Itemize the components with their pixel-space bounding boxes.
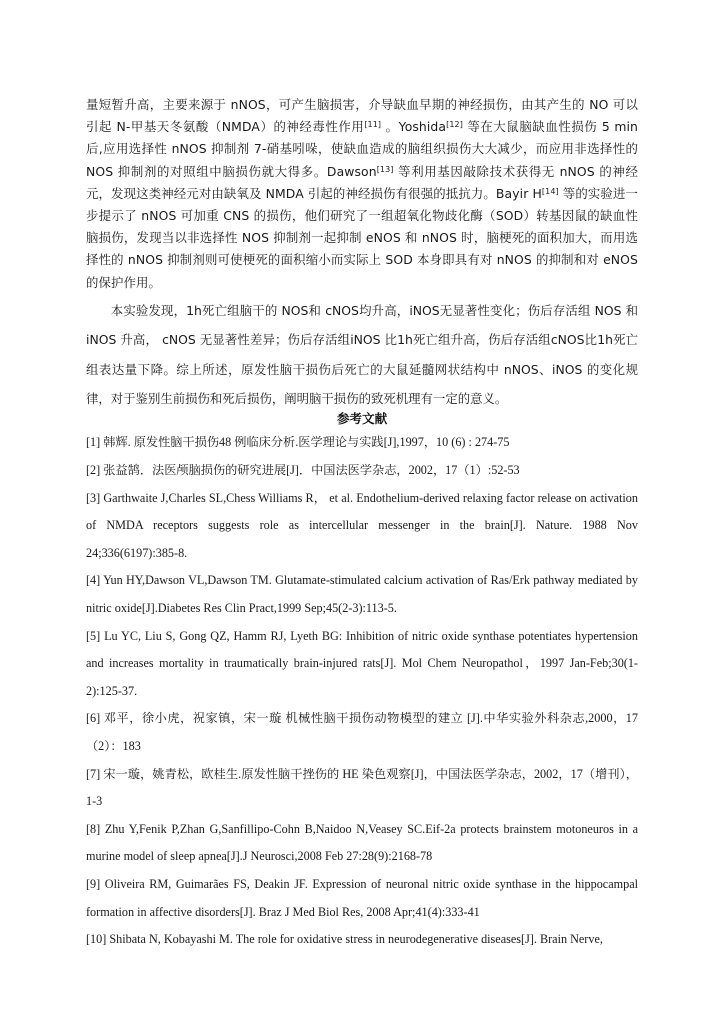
paragraph-text: 等在大鼠脑缺血性损伤 5 min 后,应用选择性 nNOS 抑制剂 7-硝基吲哚，使缺血造成的脑组织损伤大大减少，而应用非选择性的 NOS 抑制剂的对照组中脑损伤就大得多。Dawson [86, 119, 638, 179]
paragraph-text: 等的实验进一步提示了 nNOS 可加重 CNS 的损伤，他们研究了一组超氧化物歧化酶（SOD）转基因鼠的缺血性脑损伤，发现当以非选择性 NOS 抑制剂一起抑制 eNOS 和 nNOS 时，脑梗死的面积加大，而用选择性的 nNOS 抑制剂则可使梗死的面积缩小而实际上 SOD 本身即具有对 nNOS 的抑制和对 eNOS 的保护作用。 [86, 185, 639, 290]
text-column [86, 94, 638, 954]
reference-item: [5] Lu YC, Liu S, Gong QZ, Hamm RJ, Lyeth BG: Inhibition of nitric oxide synthase potentiates hypertension and increases mortality in traumatically brain-injured rats[J]. Mol Chem Neuropathol，1997 Jan-Feb;30(1-2):125-37. [86, 628, 638, 698]
reference-item: [6] 邓平，徐小虎，祝家镇，宋一璇 机械性脑干损伤动物模型的建立 [J].中华实验外科杂志,2000，17（2）：183 [86, 711, 638, 753]
citation-11: [11] [364, 120, 382, 130]
references-heading: 参考文献 [336, 411, 388, 427]
body-paragraph-conclusion: 本实验发现，1h死亡组脑干的 NOS和 cNOS均升高，iNOS无显著性变化；伤后存活组 NOS 和 iNOS 升高， cNOS 无显著性差异；伤后存活组iNOS 比1h死亡组升高，伤后存活组cNOS比1h死亡组表达量下降。综上所述，原发性脑干损伤后死亡的大鼠延髓网状结构中 nNOS、iNOS 的变化规律，对于鉴别生前损伤和死后损伤，阐明脑干损伤的致死机理有一定的意义。 [86, 302, 638, 407]
reference-list [86, 429, 638, 953]
citation-12: [12] [446, 120, 463, 130]
paragraph-text: 量短暂升高，主要来源于 nNOS，可产生脑损害，介导缺血早期的神经损伤，由其产生的 NO 可以引起 N-甲基天冬氨酸（NMDA）的神经毒性作用 [86, 97, 638, 135]
reference-item: [8] Zhu Y,Fenik P,Zhan G,Sanfillipo-Cohn B,Naidoo N,Veasey SC.Eif-2a protects brainstem motoneuros in a murine model of sleep apnea[J].J Neurosci,2008 Feb 27:28(9):2168-78 [86, 821, 638, 864]
reference-item: [2] 张益鹄．法医颅脑损伤的研究进展[J]．中国法医学杂志，2002，17（1）:52-53 [86, 463, 520, 478]
citation-14: [14] [541, 186, 559, 196]
reference-item: [1] 韩辉. 原发性脑干损伤48 例临床分析.医学理论与实践[J],1997，10 (6) : 274-75 [86, 435, 510, 450]
reference-item: [7] 宋一璇，姚青松，欧桂生.原发性脑干挫伤的 HE 染色观察[J]，中国法医学杂志，2002，17（增刊），1-3 [86, 766, 638, 809]
reference-item: [9] Oliveira RM, Guimarães FS, Deakin JF. Expression of neuronal nitric oxide synthase in the hippocampal formation in affective disorders[J]. Braz J Med Biol Res, 2008 Apr;41(4):333-41 [86, 876, 638, 919]
paragraph-text: 。Yoshida [381, 119, 447, 135]
citation-13: [13] [376, 164, 394, 174]
reference-item: [4] Yun HY,Dawson VL,Dawson TM. Glutamate-stimulated calcium activation of Ras/Erk pathway mediated by nitric oxide[J].Diabetes Res Clin Pract,1999 Sep;45(2-3):113-5. [86, 573, 638, 616]
reference-item: [3] Garthwaite J,Charles SL,Chess Williams R， et al. Endothelium-derived relaxing factor release on activation of NMDA receptors suggests role as intercellular messenger in the brain[J]. Nature. 1988 Nov 24;336(6197):385-8. [86, 490, 638, 560]
paragraph-text: 等利用基因敲除技术获得无 nNOS 的神经元，发现这类神经元对由缺氧及 NMDA 引起的神经损伤有很强的抵抗力。Bayir H [86, 163, 638, 201]
reference-item: [10] Shibata N, Kobayashi M. The role for oxidative stress in neurodegenerative diseases[J]. Brain Nerve, [86, 932, 603, 947]
body-paragraph-nos-mechanism [86, 94, 638, 294]
